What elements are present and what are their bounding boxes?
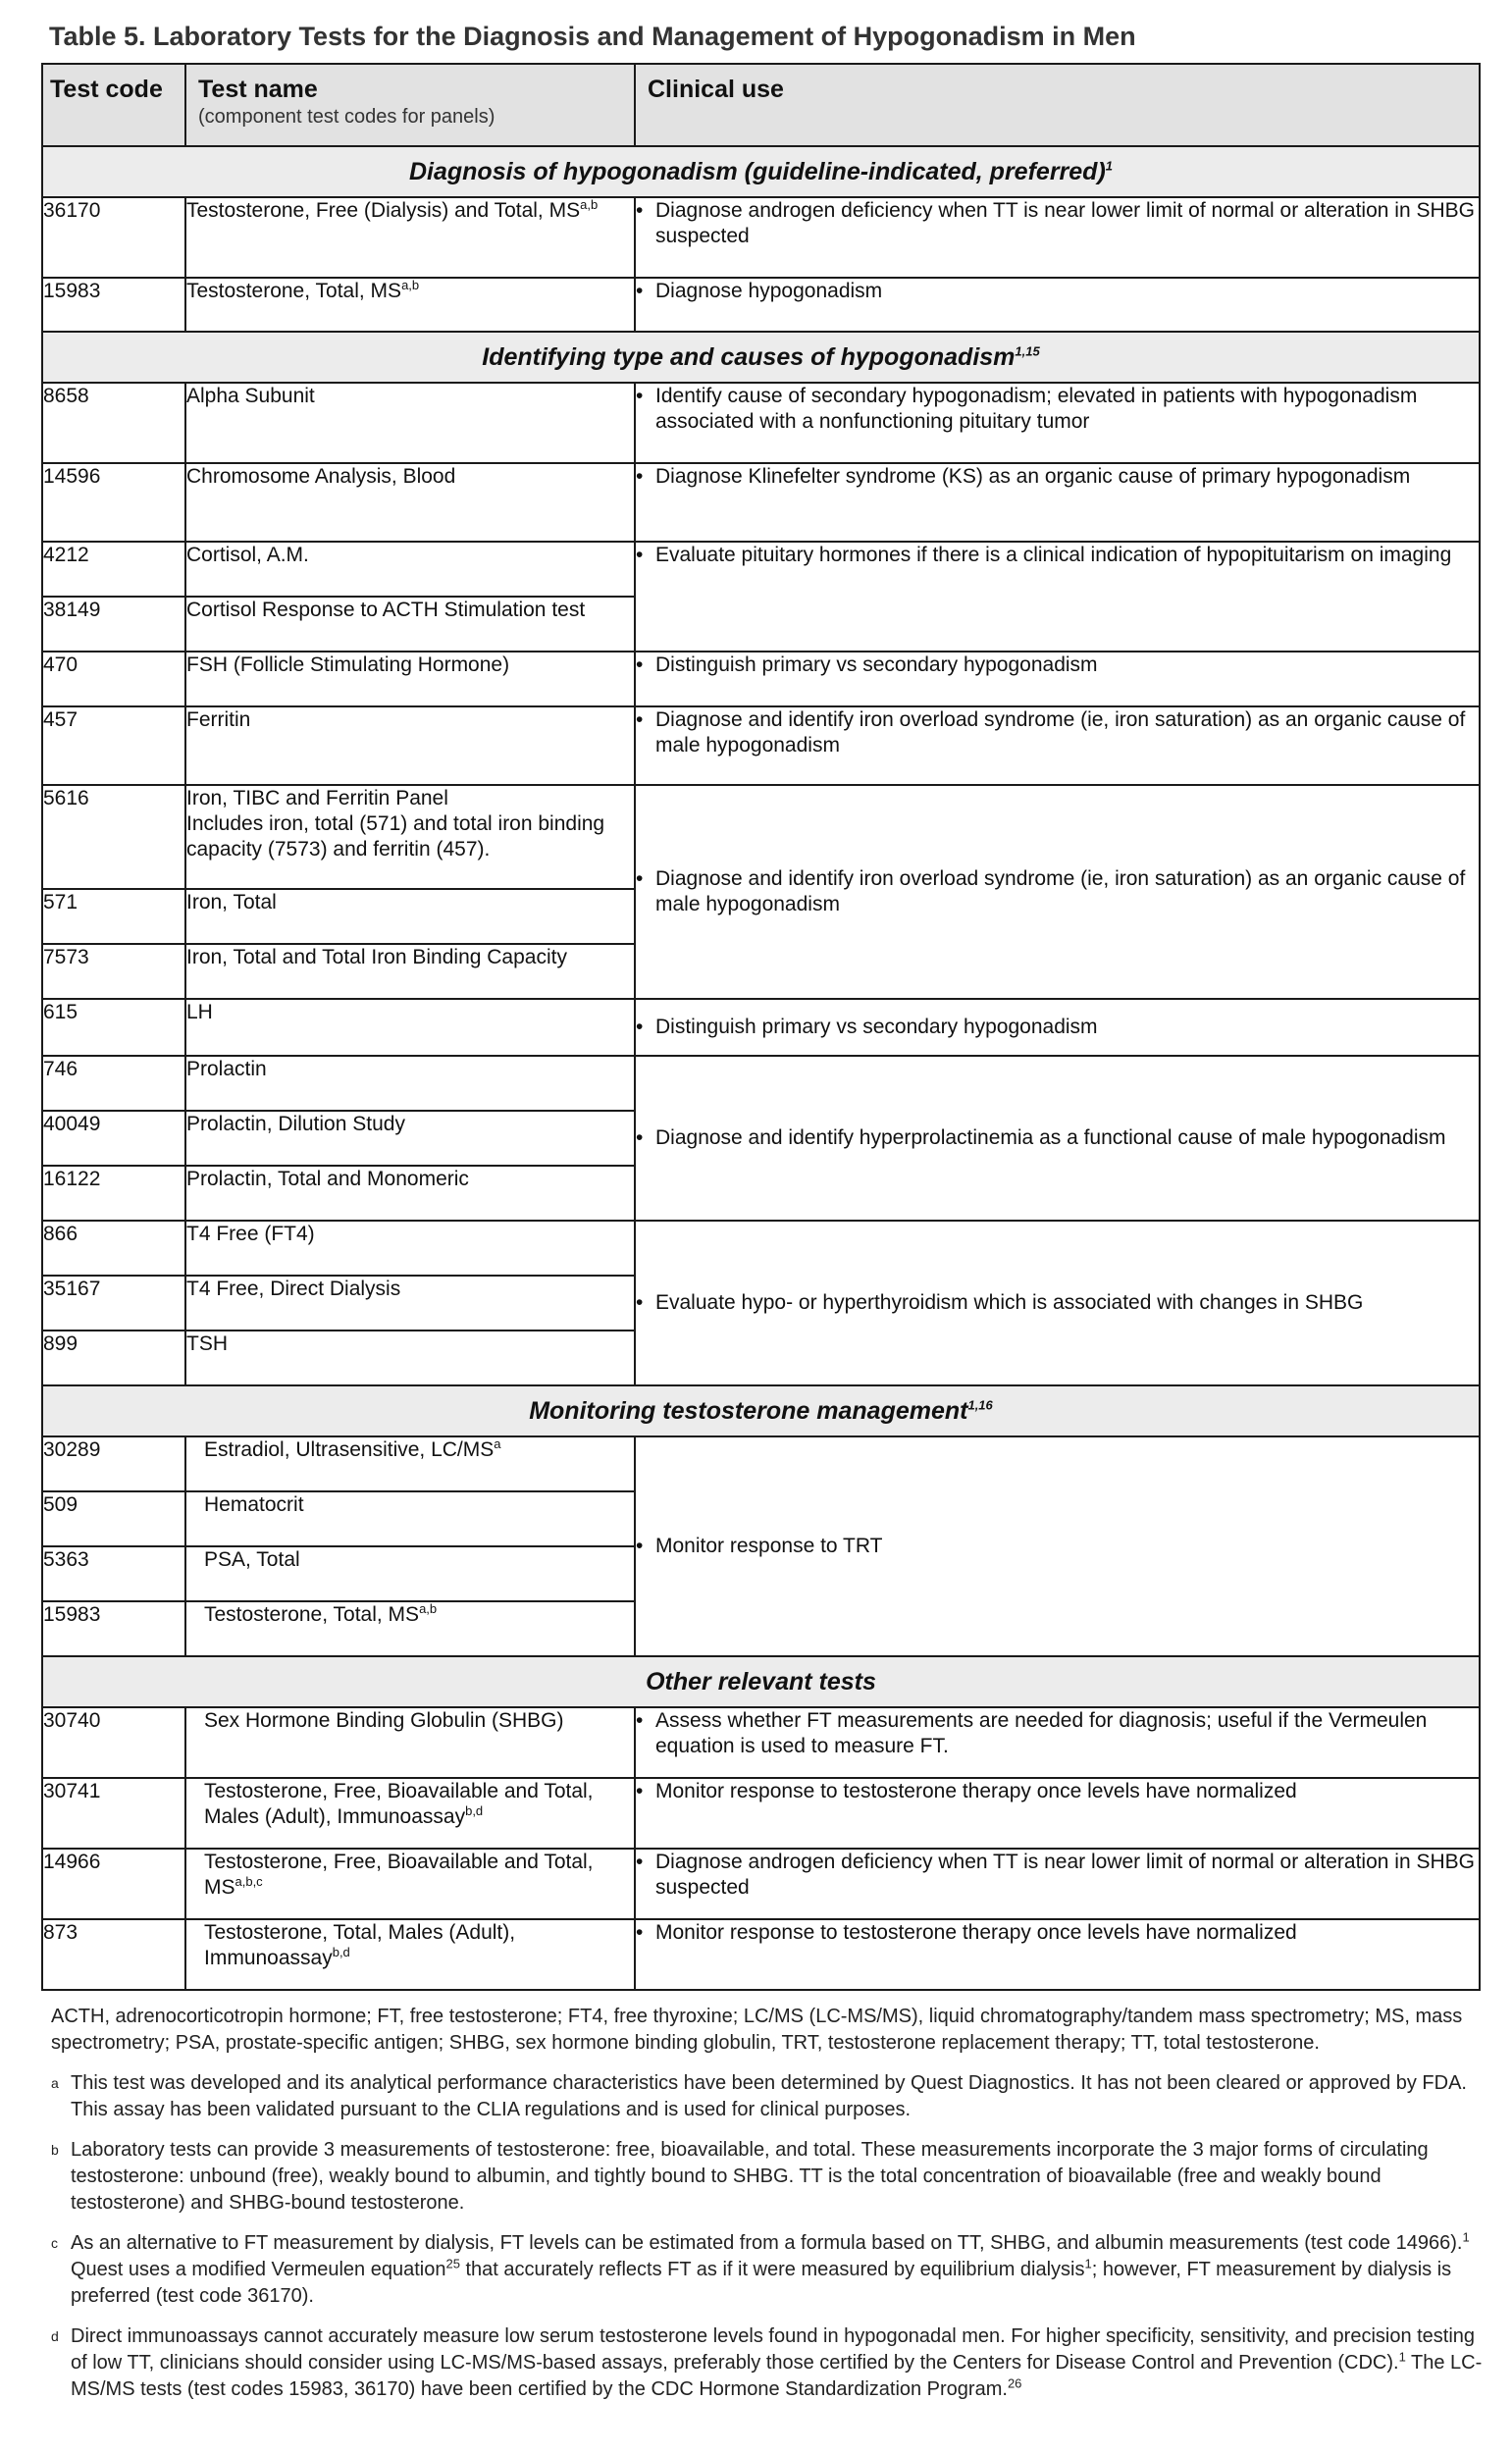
table-row: 30740 Sex Hormone Binding Globulin (SHBG) • Assess whether FT measurements are needed for diagnosis; useful if the Vermeulen equation is used to measure FT. (42, 1707, 1480, 1778)
footnote-c: c As an alternative to FT measurement by dialysis, FT levels can be estimated from a formula based on TT, SHBG, and albumin measurements (test code 14966).$^1$ Quest uses a modified Vermeulen equation$^{25}$ that accurately reflects FT as if it were measured by equilibrium dialysis$^1$; however, FT measurement by dialysis is preferred (test code 36170). (51, 2229, 1470, 2307)
table-title: Table 5. Laboratory Tests for the Diagnosis and Management of Hypogonadism in Men (49, 22, 1136, 51)
table-row: 571 Iron, Total (42, 889, 1480, 944)
section-other-tests: Other relevant tests (42, 1656, 1480, 1707)
table-row: 30289 Estradiol, Ultrasensitive, $LC/MS^a$ • Monitor response to TRT (42, 1436, 1480, 1491)
table-row: 14966 Testosterone, Free, Bioavailable and Total, MS$^{a,b,c}$ • Diagnose androgen deficiency when TT is near lower limit of normal or alteration in SHBG suspected (42, 1849, 1480, 1919)
table-row: 7573 Iron, Total and Total Iron Binding Capacity (42, 944, 1480, 999)
table-row: 457 Ferritin • Diagnose and identify iron overload syndrome (ie, iron saturation) as an organic cause of male hypogonadism (42, 706, 1480, 785)
header-test-name-sub: (component test codes for panels) (198, 106, 495, 128)
table-row: 615 LH • Distinguish primary vs secondary hypogonadism (42, 999, 1480, 1056)
table-row: 38149 Cortisol Response to ACTH Stimulation test (42, 597, 1480, 652)
table-row: 5363 PSA, Total (42, 1546, 1480, 1601)
table-row: 16122 Prolactin, Total and Monomeric (42, 1166, 1480, 1221)
header-test-name: Test name (component test codes for panels) (185, 64, 635, 146)
table-row: 35167 T4 Free, Direct Dialysis (42, 1276, 1480, 1331)
table-header-row (42, 64, 1480, 146)
table-row: 30741 Testosterone, Free, Bioavailable and Total, Males (Adult), Immunoassay$^{b,d}$ • Monitor response to testosterone therapy once levels have normalized (42, 1778, 1480, 1849)
footnote-d: d Direct immunoassays cannot accurately measure low serum testosterone levels found in hypogonadal men. For higher specificity, sensitivity, and precision testing of low TT, clinicians should consider using LC-MS/MS-based assays, preferably those certified by the Centers for Disease Control and Prevention (CDC).$^1$ The LC-MS/MS tests (test codes 15983, 36170) have been certified by the CDC Hormone Standardization Program.$^{26}$ (51, 2325, 1483, 2400)
table-row: 15983 Testosterone, Total, MS$^{a,b}$ (42, 1601, 1480, 1656)
table-row: 866 T4 Free (FT4) • Evaluate hypo- or hyperthyroidism which is associated with changes in SHBG (42, 1221, 1480, 1276)
table-row: 873 Testosterone, Total, Males (Adult), Immunoassay$^{b,d}$ • Monitor response to testosterone therapy once levels have normalized (42, 1919, 1480, 1990)
table-row: 40049 Prolactin, Dilution Study (42, 1111, 1480, 1166)
table-row: 4212 Cortisol, A.M. • Evaluate pituitary hormones if there is a clinical indication of hypopituitarism on imaging (42, 542, 1480, 597)
section-identifying-causes: Identifying type and causes of hypogonadism$^{1,15}$ (42, 332, 1480, 383)
table-row: 8658 Alpha Subunit • Identify cause of secondary hypogonadism; elevated in patients with hypogonadism associated with a nonfunctioning pituitary tumor (42, 383, 1480, 463)
table-row: 5616 Iron, TIBC and Ferritin Panel Includes iron, total (571) and total iron binding capacity (7573) and ferritin (457). • Diagnose and identify iron overload syndrome (ie, iron saturation) as an organic cause of male hypogonadism (42, 785, 1480, 889)
table-row: 470 FSH (Follicle Stimulating Hormone) • Distinguish primary vs secondary hypogonadism (42, 652, 1480, 706)
footnote-b: b Laboratory tests can provide 3 measurements of testosterone: free, bioavailable, and total. These measurements incorporate the 3 major forms of circulating testosterone: unbound (free), weakly bound to albumin, and tightly bound to SHBG. TT is the total concentration of bioavailable (free and weakly bound testosterone) and SHBG-bound testosterone. (51, 2139, 1429, 2214)
abbreviations: ACTH, adrenocorticotropin hormone; FT, free testosterone; FT4, free thyroxine; LC/MS (LC-MS/MS), liquid chromatography/tandem mass spectrometry; MS, mass spectrometry; PSA, prostate-specific antigen; SHBG, sex hormone binding globulin, TRT, testosterone replacement therapy; TT, total testosterone. (51, 2006, 1463, 2054)
table-row: 15983 Testosterone, Total, MS$^{a,b}$ • Diagnose hypogonadism (42, 278, 1480, 332)
table-notes (51, 2004, 1493, 2417)
header-clinical-use: Clinical use (635, 64, 1480, 146)
panel-components-note: Includes iron, total (571) and total iron binding capacity (7573) and ferritin (457). (186, 812, 605, 861)
footnote-a: a This test was developed and its analytical performance characteristics have been determined by Quest Diagnostics. It has not been cleared or approved by FDA. This assay has been validated pursuant to the CLIA regulations and is used for clinical purposes. (51, 2072, 1467, 2120)
table-row: 14596 Chromosome Analysis, Blood • Diagnose Klinefelter syndrome (KS) as an organic cause of primary hypogonadism (42, 463, 1480, 542)
table-row: 746 Prolactin • Diagnose and identify hyperprolactinemia as a functional cause of male hypogonadism (42, 1056, 1480, 1111)
section-monitoring: Monitoring testosterone management$^{1,16}$ (42, 1385, 1480, 1436)
lab-tests-table (41, 63, 1481, 1991)
table-row: 36170 Testosterone, Free (Dialysis) and Total, MS$^{a,b}$ • Diagnose androgen deficiency when TT is near lower limit of normal or alteration in SHBG suspected (42, 197, 1480, 278)
table-row: 899 TSH (42, 1331, 1480, 1385)
section-diagnosis: Diagnosis of hypogonadism (guideline-indicated, preferred)$^1$ (42, 146, 1480, 197)
header-test-code: Test code (42, 64, 185, 146)
table-row: 509 Hematocrit (42, 1491, 1480, 1546)
